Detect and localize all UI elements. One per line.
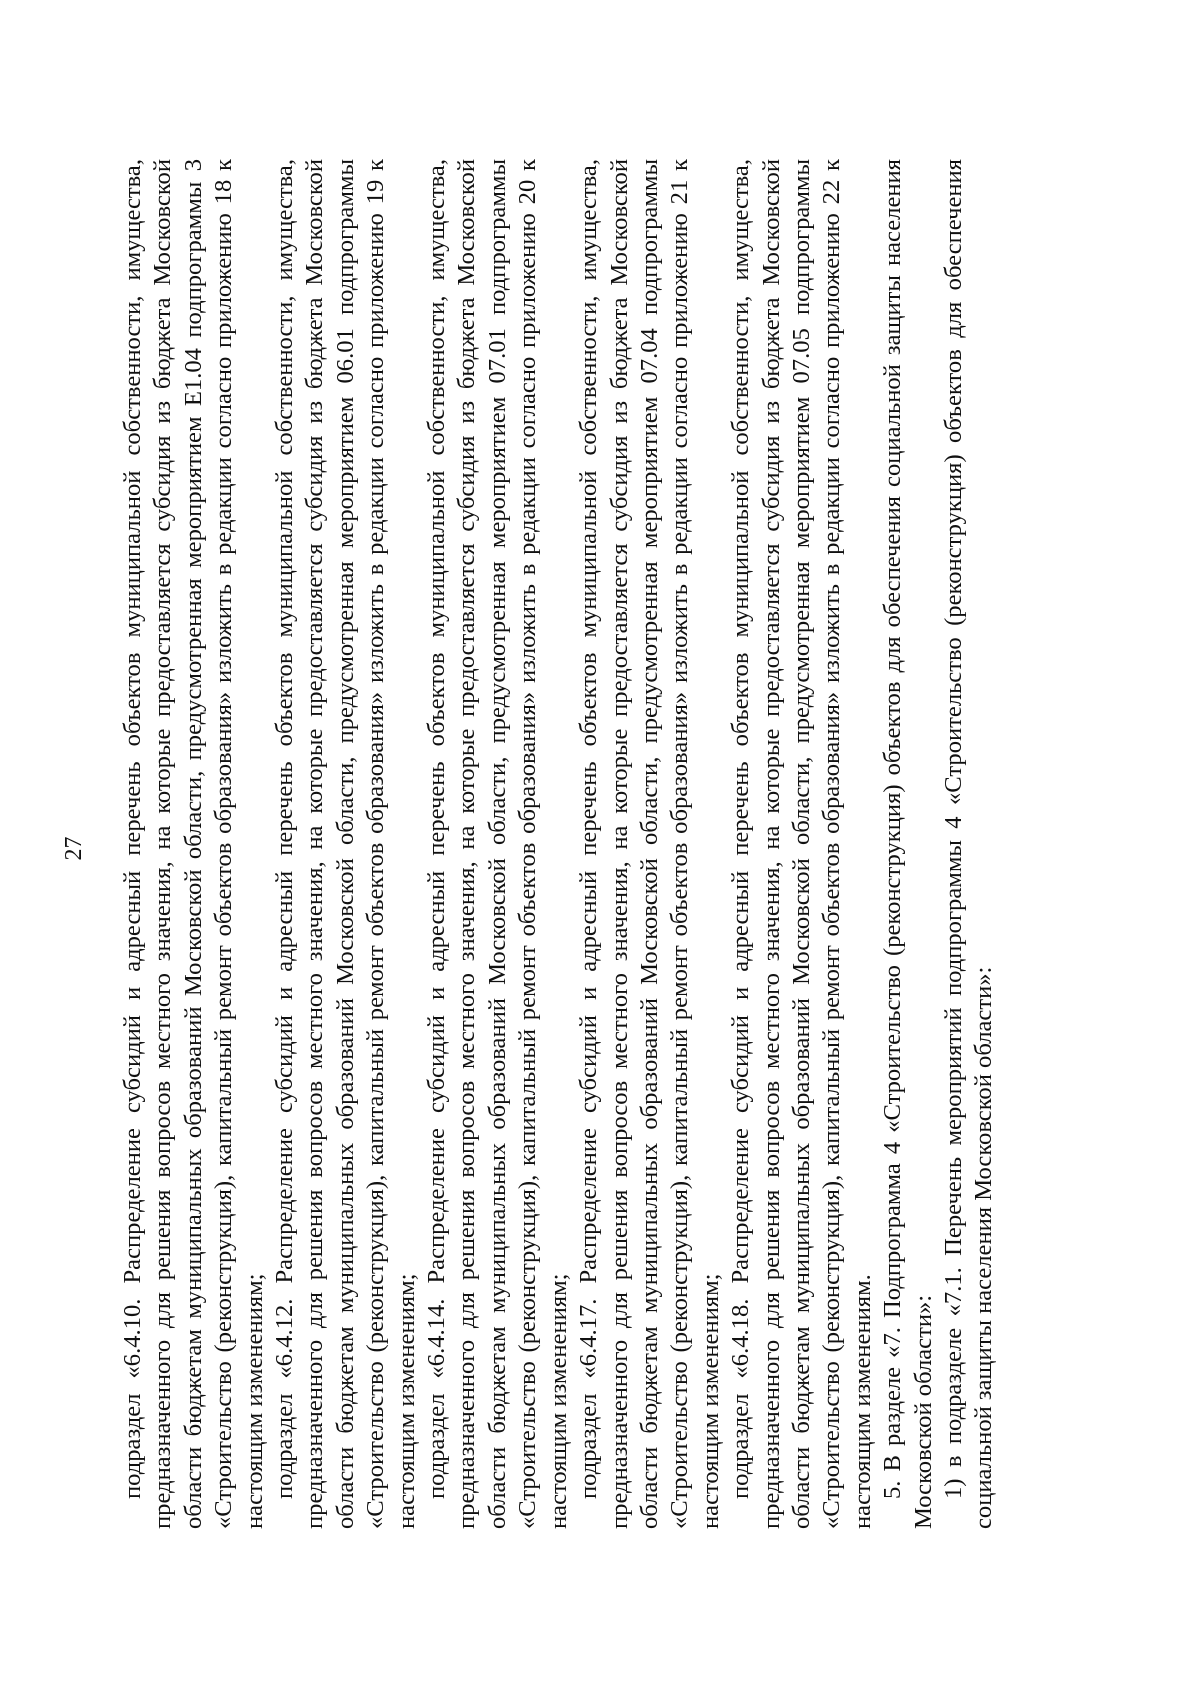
paragraph-6-4-18: подраздел «6.4.18. Распределение субсидий и адресный перечень объектов муниципальной собственности, имущества, предназначенного для решения вопросов местного значения, на которые предоставляется субсидия из бюджета Московской области бюджетам муниципальных образований Московской области, предусмотренная мероприятием 07.05 подпрограммы «Строительство (реконструкция), капитальный ремонт объектов образования» изложить в редакции согласно приложению 22 к настоящим изменениям. bbox=[727, 159, 876, 1529]
document-body bbox=[118, 159, 1000, 1529]
paragraph-6-4-14: подраздел «6.4.14. Распределение субсидий и адресный перечень объектов муниципальной собственности, имущества, предназначенного для решения вопросов местного значения, на которые предоставляется субсидия из бюджета Московской области бюджетам муниципальных образований Московской области, предусмотренная мероприятием 07.01 подпрограммы «Строительство (реконструкция), капитальный ремонт объектов образования» изложить в редакции согласно приложению 20 к настоящим изменениям; bbox=[423, 159, 572, 1529]
paragraph-6-4-17: подраздел «6.4.17. Распределение субсидий и адресный перечень объектов муниципальной собственности, имущества, предназначенного для решения вопросов местного значения, на которые предоставляется субсидия из бюджета Московской области бюджетам муниципальных образований Московской области, предусмотренная мероприятием 07.04 подпрограммы «Строительство (реконструкция), капитальный ремонт объектов образования» изложить в редакции согласно приложению 21 к настоящим изменениям; bbox=[575, 159, 724, 1529]
paragraph-subsection-7-1: 1) в подразделе «7.1. Перечень мероприятий подпрограммы 4 «Строительство (реконструкция) объектов для обеспечения социальной защиты населения Московской области»: bbox=[939, 159, 998, 1529]
paragraph-section-7: 5. В разделе «7. Подпрограмма 4 «Строительство (реконструкция) объектов для обеспечения социальной защиты населения Московской области»: bbox=[879, 159, 937, 1529]
paragraph-6-4-12: подраздел «6.4.12. Распределение субсидий и адресный перечень объектов муниципальной собственности, имущества, предназначенного для решения вопросов местного значения, на которые предоставляется субсидия из бюджета Московской области бюджетам муниципальных образований Московской области, предусмотренная мероприятием 06.01 подпрограммы «Строительство (реконструкция), капитальный ремонт объектов образования» изложить в редакции согласно приложению 19 к настоящим изменениям; bbox=[271, 159, 420, 1529]
paragraph-6-4-10: подраздел «6.4.10. Распределение субсидий и адресный перечень объектов муниципальной собственности, имущества, предназначенного для решения вопросов местного значения, на которые предоставляется субсидия из бюджета Московской области бюджетам муниципальных образований Московской области, предусмотренная мероприятием Е1.04 подпрограммы 3 «Строительство (реконструкция), капитальный ремонт объектов образования» изложить в редакции согласно приложению 18 к настоящим изменениям; bbox=[119, 159, 268, 1529]
page-number: 27 bbox=[61, 836, 87, 861]
